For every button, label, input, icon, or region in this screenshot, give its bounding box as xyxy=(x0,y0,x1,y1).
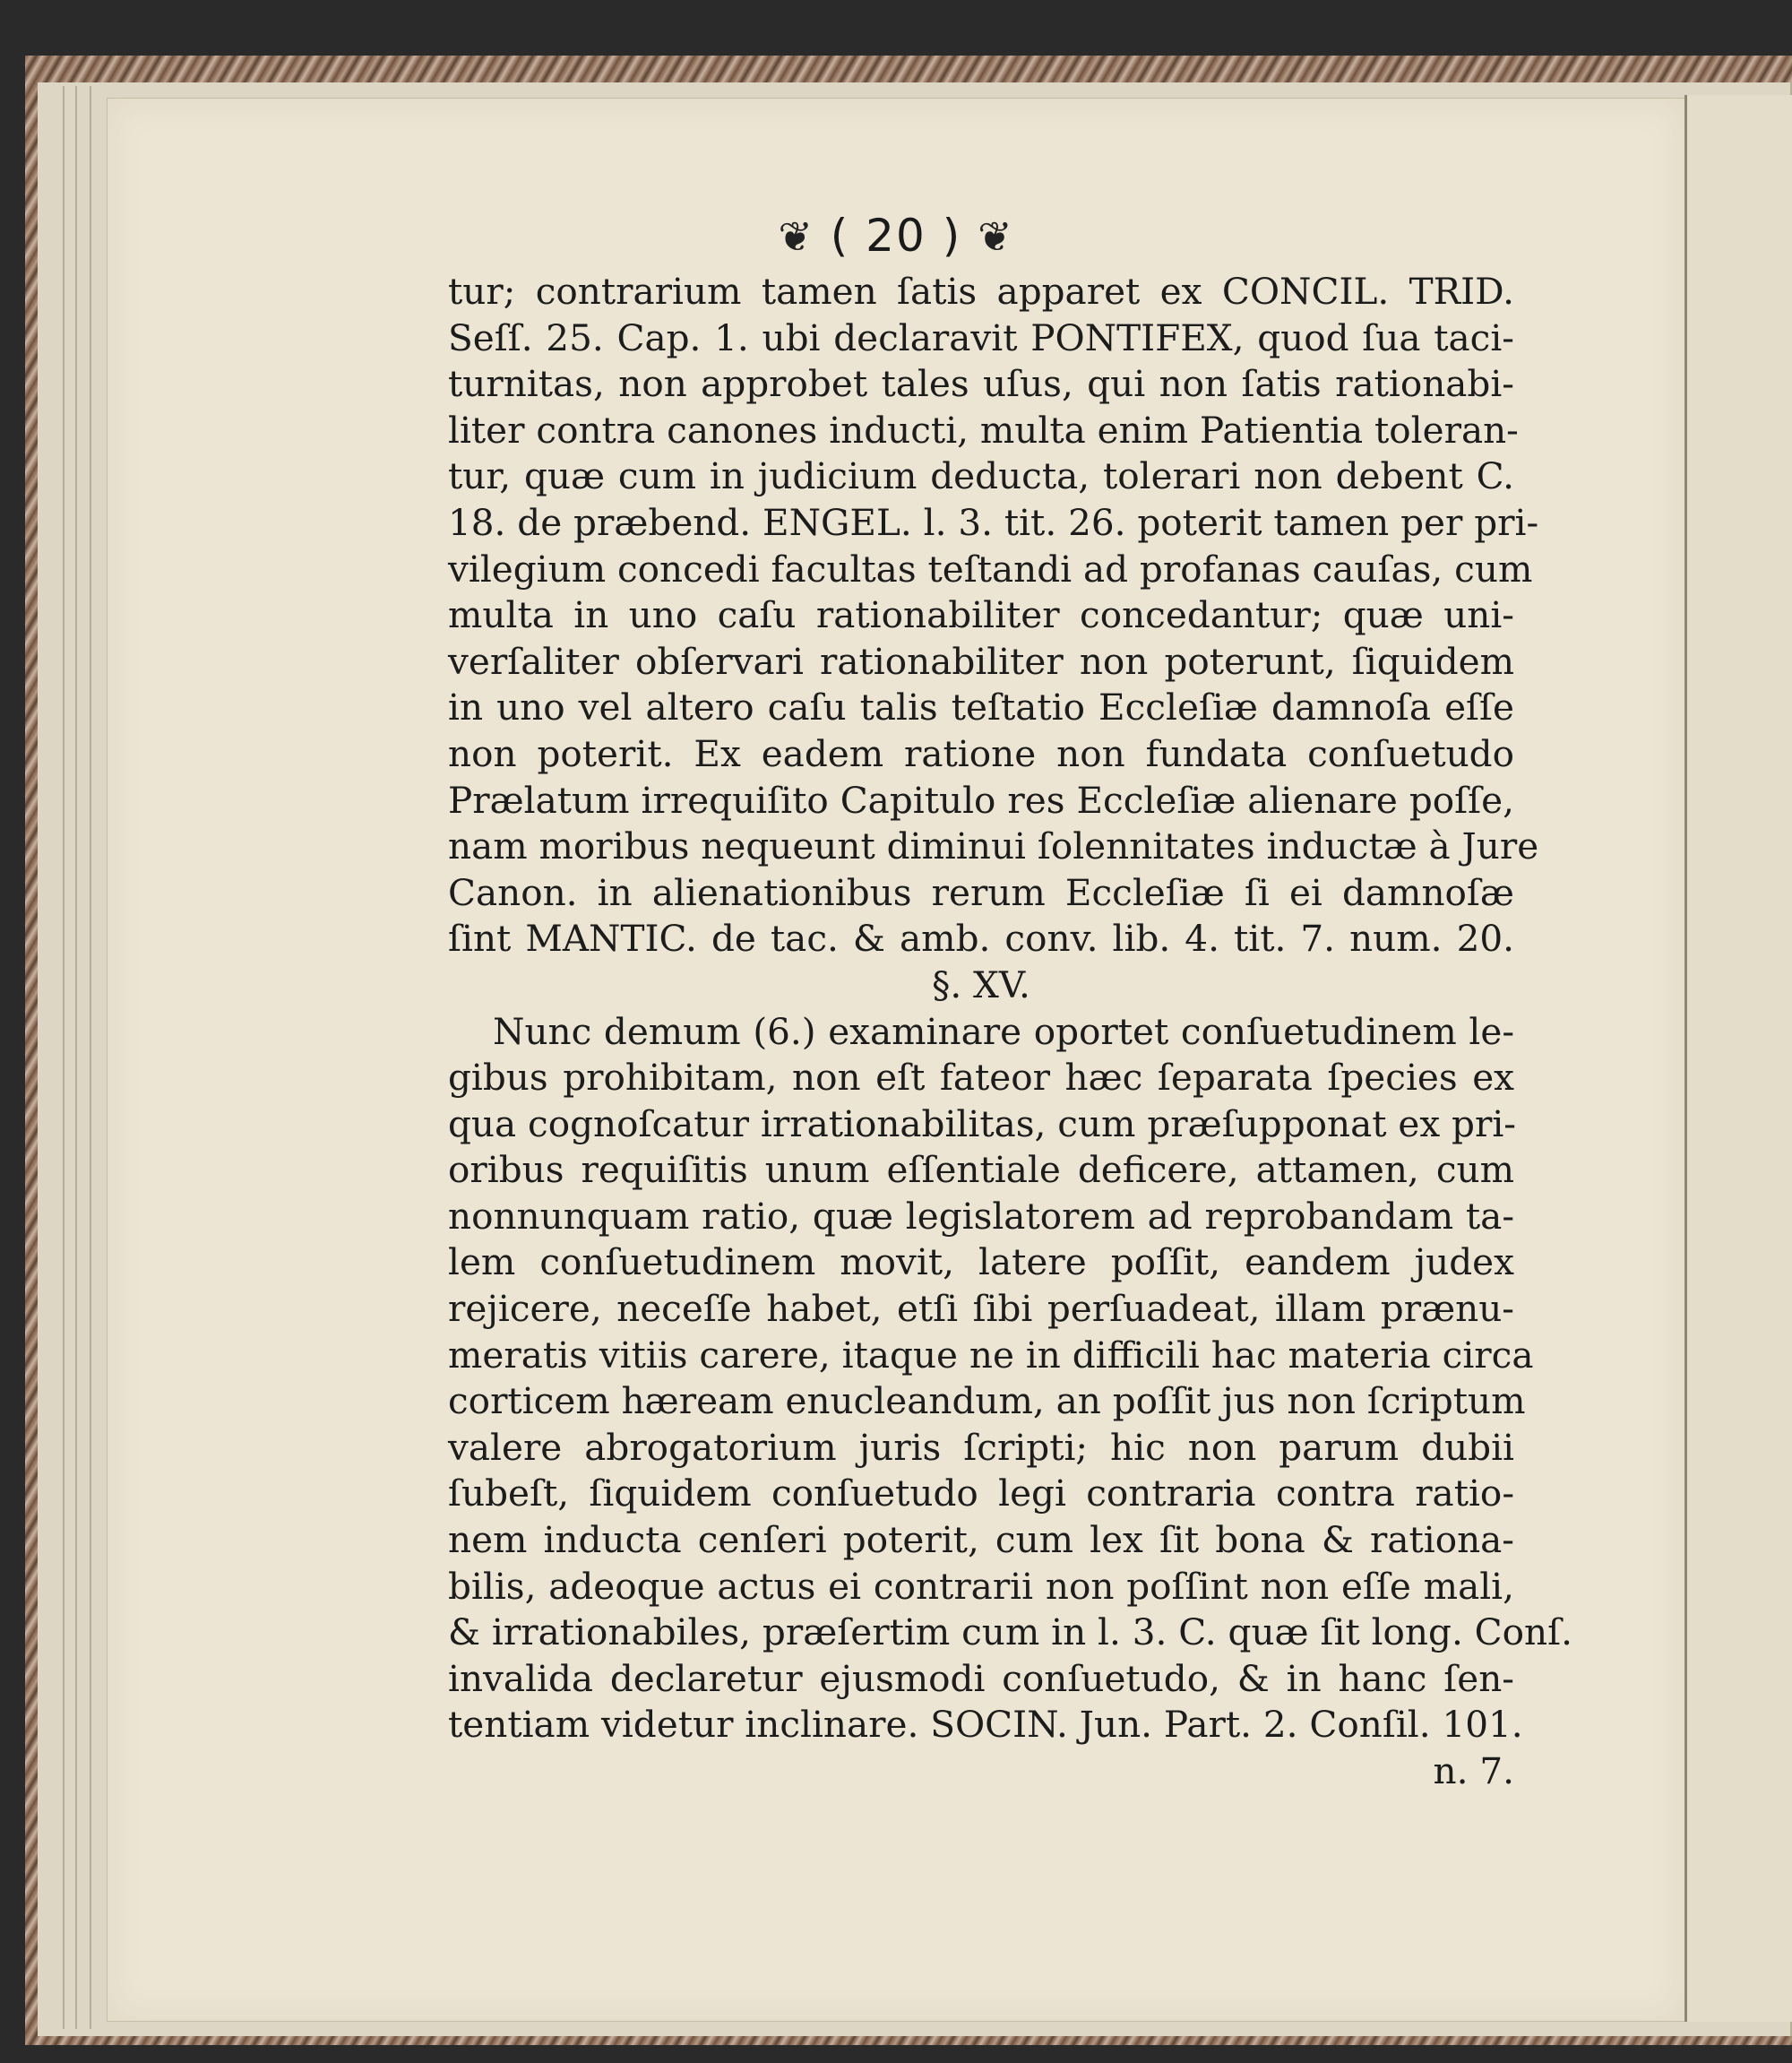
text-line: tentiam videtur inclinare. SOCIN. Jun. Part. 2. Conſil. 101. xyxy=(448,1703,1523,1747)
page-edge xyxy=(90,86,91,2029)
text-line: multa in uno caſu rationabiliter concedantur; quæ uni- xyxy=(448,593,1514,637)
text-line: & irrationabiles, præſertim cum in l. 3. C. quæ ſit long. Conſ. xyxy=(448,1610,1573,1654)
text-line: n. 7. xyxy=(1433,1749,1514,1792)
ornament-right-icon: ❦ xyxy=(978,212,1014,261)
text-line: vilegium concedi facultas teſtandi ad profanas cauſas, cum xyxy=(448,547,1533,591)
page-edge xyxy=(63,86,65,2029)
text-line: Seſſ. 25. Cap. 1. ubi declaravit PONTIFEX, quod ſua taci- xyxy=(448,315,1514,359)
text-line: rejicere, neceſſe habet, etſi ſibi perſuadeat, illam prænu- xyxy=(448,1287,1514,1331)
text-line: oribus requiſitis unum eſſentiale deficere, attamen, cum xyxy=(448,1148,1514,1192)
text-line: turnitas, non approbet tales uſus, qui non ſatis rationabi- xyxy=(448,362,1514,406)
text-line: ſubeſt, ſiquidem conſuetudo legi contraria contra ratio- xyxy=(448,1472,1514,1515)
text-line: ſint MANTIC. de tac. & amb. conv. lib. 4. tit. 7. num. 20. xyxy=(448,917,1514,961)
ornament-left-icon: ❦ xyxy=(778,212,814,261)
text-line: lem conſuetudinem movit, latere poſſit, eandem judex xyxy=(448,1240,1514,1284)
text-line: non poterit. Ex eadem ratione non fundata conſuetudo xyxy=(448,731,1514,775)
page-header xyxy=(0,210,1792,262)
text-line: in uno vel altero caſu talis teſtatio Eccleſiæ damnoſa eſſe xyxy=(448,686,1514,729)
text-line: tur; contrarium tamen ſatis apparet ex CONCIL. TRID. xyxy=(448,270,1514,313)
text-line: Canon. in alienationibus rerum Eccleſiæ ſi ei damnoſæ xyxy=(448,870,1514,914)
text-line: 18. de præbend. ENGEL. l. 3. tit. 26. poterit tamen per pri- xyxy=(448,500,1539,544)
text-line: Prælatum irrequiſito Capitulo res Eccleſiæ alienare poſſe, xyxy=(448,778,1514,822)
text-line: tur, quæ cum in judicium deducta, tolerari non debent C. xyxy=(448,454,1514,498)
text-line: gibus prohibitam, non eſt fateor hæc ſeparata ſpecies ex xyxy=(448,1056,1514,1100)
text-line: invalida declaretur ejusmodi conſuetudo, & in hanc ſen- xyxy=(448,1656,1514,1700)
text-line: liter contra canones inducti, multa enim Patientia toleran- xyxy=(448,408,1519,452)
body-text xyxy=(448,269,1573,1795)
text-line: qua cognoſcatur irrationabilitas, cum præſupponat ex pri- xyxy=(448,1101,1516,1145)
text-line: nonnunquam ratio, quæ legislatorem ad reprobandam ta- xyxy=(448,1194,1514,1238)
text-line: nem inducta cenſeri poterit, cum lex ſit bona & rationa- xyxy=(448,1518,1514,1562)
text-line: valere abrogatorium juris ſcripti; hic non parum dubii xyxy=(448,1425,1514,1469)
text-line: Nunc demum (6.) examinare oportet conſuetudinem le- xyxy=(493,1009,1514,1053)
page-number: ( 20 ) xyxy=(830,210,962,262)
text-line: bilis, adeoque actus ei contrarii non poſſint non eſſe mali, xyxy=(448,1564,1514,1608)
text-line: verſaliter obſervari rationabiliter non poterunt, ſiquidem xyxy=(448,639,1514,683)
text-line: nam moribus nequeunt diminui ſolennitates inductæ à Jure xyxy=(448,824,1539,868)
section-heading: §. XV. xyxy=(932,962,1030,1006)
page-edge xyxy=(75,86,77,2029)
facing-page-edge xyxy=(1684,95,1792,2022)
text-line: corticem hæream enucleandum, an poſſit jus non ſcriptum xyxy=(448,1379,1526,1423)
text-line: meratis vitiis carere, itaque ne in difficili hac materia circa xyxy=(448,1333,1534,1377)
